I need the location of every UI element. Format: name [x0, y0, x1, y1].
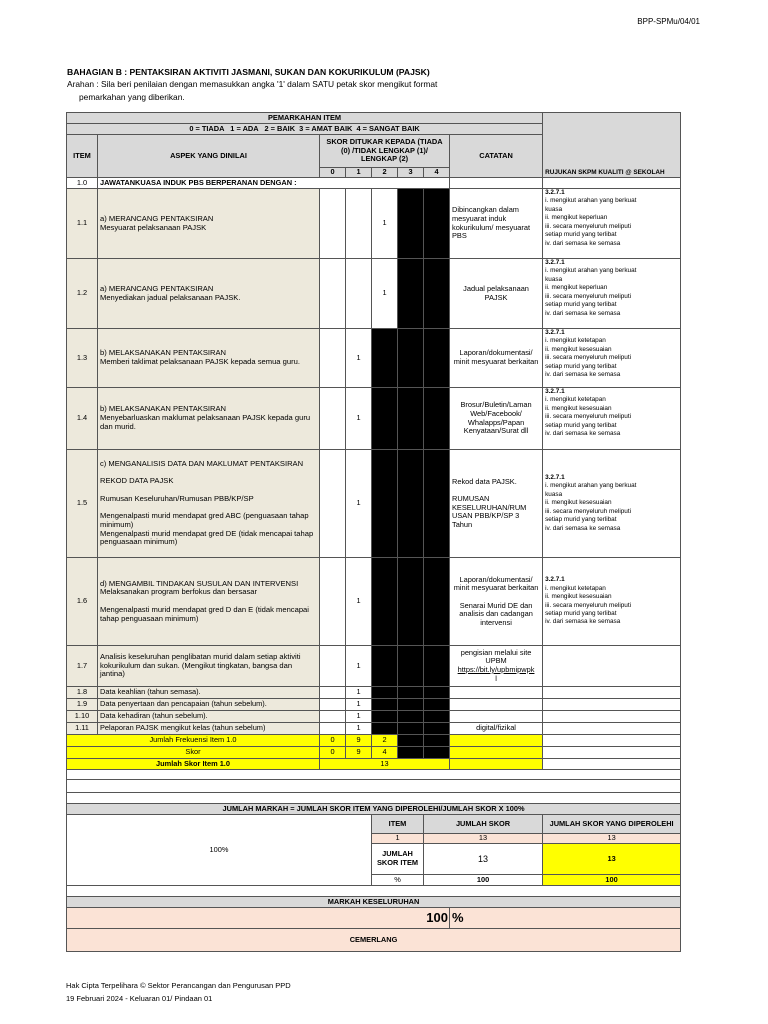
score-cell-2[interactable]: 1 [372, 259, 398, 329]
aspect-line: a) MERANCANG PENTAKSIRAN [100, 213, 214, 223]
catatan-line: Senarai Murid DE dan analisis dan cadangan intervensi [459, 600, 533, 627]
score-cell-1[interactable]: 1 [346, 388, 372, 450]
item-aspect [98, 558, 320, 646]
skpm-reference [543, 388, 681, 450]
summary-diperolehi-header: JUMLAH SKOR YANG DIPEROLEHI [543, 815, 681, 834]
jumlah-skor-label: Jumlah Skor Item 1.0 [67, 759, 320, 770]
frekuensi-row-value-0: 0 [320, 735, 346, 747]
catatan-line: RUMUSAN KESELURUHAN/RUM USAN PBB/KP/SP 3 Tahun [452, 493, 527, 529]
reference-line: setiap murid yang terlibat [545, 516, 617, 524]
aspect-line: c) MENGANALISIS DATA DAN MAKLUMAT PENTAKSIRAN [100, 458, 304, 468]
reference-line: iv. dari semasa ke semasa [545, 524, 621, 532]
item-catatan [450, 388, 543, 450]
item-catatan [450, 687, 543, 699]
frekuensi-row-value-1: 9 [346, 735, 372, 747]
reference-line: i. mengikut arahan yang berkuat [545, 267, 637, 275]
catatan-header: CATATAN [450, 135, 543, 178]
skor-row-value-2: 4 [372, 747, 398, 759]
score-cell-2[interactable]: 1 [372, 189, 398, 259]
item-row [67, 558, 681, 646]
rujukan-header: RUJUKAN SKPM KUALITI @ SEKOLAH [543, 113, 681, 178]
pemarkahan-item-header: PEMARKAHAN ITEM [67, 113, 543, 124]
reference-line: iv. dari semasa ke semasa [545, 430, 621, 438]
score-cell-1[interactable]: 1 [346, 558, 372, 646]
catatan-line: Rekod data PAJSK. [452, 476, 517, 486]
score-cell-0[interactable] [320, 189, 346, 259]
jumlah-skor-item-label: JUMLAH SKOR ITEM [372, 844, 424, 875]
score-cell-0[interactable] [320, 388, 346, 450]
reference-line: 3.2.7.1 [545, 576, 565, 584]
score-cell-1[interactable] [346, 189, 372, 259]
item-aspect [98, 450, 320, 558]
section-number: 1.0 [67, 178, 98, 189]
score-cell-0[interactable] [320, 723, 346, 735]
blank-row [67, 780, 681, 793]
frekuensi-row-value-2: 2 [372, 735, 398, 747]
section-title: BAHAGIAN B : PENTAKSIRAN AKTIVITI JASMANI, SUKAN DAN KOKURIKULUM (PAJSK) [67, 67, 430, 77]
frekuensi-row-value-3 [398, 735, 424, 747]
item-row [67, 723, 681, 735]
reference-line: kuasa [545, 490, 563, 498]
skpm-reference [543, 687, 681, 699]
catatan-line: Laporan/dokumentasi/ minit mesyuarat berkaitan [453, 574, 539, 593]
reference-line: i. mengikut ketetapan [545, 584, 606, 592]
aspect-line: b) MELAKSANAKAN PENTAKSIRAN [100, 404, 227, 414]
score-cell-4[interactable] [424, 723, 450, 735]
score-cell-1[interactable]: 1 [346, 450, 372, 558]
score-cell-4[interactable] [424, 259, 450, 329]
score-cell-3[interactable] [398, 329, 424, 388]
section-heading: JAWATANKUASA INDUK PBS BERPERANAN DENGAN : [98, 178, 450, 189]
skpm-reference [543, 450, 681, 558]
aspect-line: Menyediakan jadual pelaksanaan PAJSK. [100, 292, 241, 302]
item-number: 1.6 [67, 558, 98, 646]
aspect-line: Mengenalpasti murid mendapat gred DE (tidak mencapai tahap penguasaan minimum) [100, 528, 314, 547]
frekuensi-row [67, 735, 681, 747]
score-cell-4[interactable] [424, 388, 450, 450]
reference-line: ii. mengikut kesesuaian [545, 345, 612, 353]
score-col-0: 0 [320, 168, 346, 178]
score-col-3: 3 [398, 168, 424, 178]
reference-line: iii. secara menyeluruh meliputi [545, 222, 632, 230]
grade-label: CEMERLANG [67, 929, 681, 952]
total-reference [543, 735, 681, 747]
item-number: 1.10 [67, 711, 98, 723]
score-cell-4[interactable] [424, 329, 450, 388]
aspect-line: Memberi taklimat pelaksanaan PAJSK kepada semua guru. [100, 357, 300, 366]
blank-cell [67, 886, 681, 897]
reference-line: iii. secara menyeluruh meliputi [545, 507, 632, 515]
reference-line: setiap murid yang terlibat [545, 301, 617, 309]
skpm-reference [543, 189, 681, 259]
score-col-2: 2 [372, 168, 398, 178]
instruction-line-2: pemarkahan yang diberikan. [79, 92, 185, 102]
reference-line: iii. secara menyeluruh meliputi [545, 354, 632, 362]
aspect-line: Mengenalpasti murid mendapat gred D dan E (tidak mencapai tahap penguasaan minimum) [100, 604, 309, 623]
score-cell-0[interactable] [320, 558, 346, 646]
summary-item-jumlah: 13 [424, 834, 543, 844]
reference-line: setiap murid yang terlibat [545, 421, 617, 429]
aspect-line: b) MELAKSANAKAN PENTAKSIRAN [100, 348, 227, 358]
blank-cell [67, 793, 681, 804]
pct-sign: % [372, 875, 424, 886]
aspect-line: Melaksanakan program berfokus dan bersasar [100, 587, 258, 597]
skpm-reference [543, 646, 681, 687]
item-catatan [450, 711, 543, 723]
item-row [67, 687, 681, 699]
skor-row-label: Skor [67, 747, 320, 759]
score-col-4: 4 [424, 168, 450, 178]
aspect-line: Analisis keseluruhan penglibatan murid dalam setiap aktiviti kokurikulum dan sukan. (Mengikut tingkatan, bangsa dan jantina) [100, 651, 301, 679]
blank-row [67, 793, 681, 804]
reference-line: iv. dari semasa ke semasa [545, 618, 621, 626]
reference-line: iii. secara menyeluruh meliputi [545, 601, 632, 609]
item-aspect [98, 388, 320, 450]
item-catatan [450, 699, 543, 711]
score-cell-1[interactable]: 1 [346, 646, 372, 687]
catatan-text: Brosur/Buletin/Laman Web/Facebook/ Whalapps/Papan Kenyataan/Surat dll [460, 400, 532, 436]
score-cell-2[interactable] [372, 723, 398, 735]
item-catatan [450, 259, 543, 329]
item-catatan: digital/fizikal [450, 723, 543, 735]
reference-line: iv. dari semasa ke semasa [545, 371, 621, 379]
score-cell-1[interactable]: 1 [346, 711, 372, 723]
score-cell-2[interactable] [372, 687, 398, 699]
item-number: 1.5 [67, 450, 98, 558]
summary-item-no: 1 [372, 834, 424, 844]
total-reference [543, 747, 681, 759]
reference-line: 3.2.7.1 [545, 329, 565, 336]
score-cell-0[interactable] [320, 711, 346, 723]
item-aspect [98, 189, 320, 259]
markah-sign: % [450, 908, 681, 929]
score-cell-3[interactable] [398, 558, 424, 646]
score-cell-4[interactable] [424, 646, 450, 687]
item-aspect: Data penyertaan dan pencapaian (tahun sebelum). [98, 699, 320, 711]
reference-line: ii. mengikut kesesuaian [545, 593, 612, 601]
aspect-line: d) MENGAMBIL TINDAKAN SUSULAN DAN INTERVENSI [100, 578, 299, 588]
score-cell-0[interactable] [320, 699, 346, 711]
score-cell-2[interactable] [372, 450, 398, 558]
skpm-reference [543, 558, 681, 646]
score-cell-2[interactable] [372, 329, 398, 388]
item-catatan [450, 189, 543, 259]
item-aspect [98, 329, 320, 388]
total-catatan [450, 735, 543, 747]
jumlah-skor-row [67, 759, 681, 770]
summary-item-header: ITEM [372, 815, 424, 834]
score-cell-1[interactable]: 1 [346, 699, 372, 711]
aspect-line: Mengenalpasti murid mendapat gred ABC (penguasaan tahap minimum) [100, 511, 309, 529]
reference-line: setiap murid yang terlibat [545, 609, 617, 617]
catatan-text: pengisian melalui site UPBM [460, 647, 532, 666]
score-cell-2[interactable] [372, 558, 398, 646]
item-number: 1.7 [67, 646, 98, 687]
score-col-1: 1 [346, 168, 372, 178]
score-cell-2[interactable] [372, 711, 398, 723]
pct-diperolehi: 100 [543, 875, 681, 886]
blank-row [67, 770, 681, 780]
score-cell-0[interactable] [320, 329, 346, 388]
score-cell-3[interactable] [398, 388, 424, 450]
score-cell-0[interactable] [320, 259, 346, 329]
upbm-link[interactable]: https://bit.ly/upbmipwpk [457, 665, 535, 674]
skpm-reference [543, 259, 681, 329]
score-cell-3[interactable] [398, 699, 424, 711]
blank-cell [67, 780, 681, 793]
total-catatan [450, 747, 543, 759]
formula-header: JUMLAH MARKAH = JUMLAH SKOR ITEM YANG DIPEROLEHI/JUMLAH SKOR X 100% [67, 804, 681, 815]
markah-keseluruhan-label: MARKAH KESELURUHAN [67, 897, 681, 908]
item-number: 1.3 [67, 329, 98, 388]
score-cell-4[interactable] [424, 558, 450, 646]
reference-line: 3.2.7.1 [545, 388, 565, 395]
score-cell-2[interactable] [372, 646, 398, 687]
score-cell-2[interactable] [372, 699, 398, 711]
item-row [67, 699, 681, 711]
footer-date: 19 Februari 2024 - Keluaran 01/ Pindaan 01 [66, 994, 213, 1003]
score-cell-1[interactable] [346, 259, 372, 329]
reference-line: ii. mengikut keperluan [545, 214, 608, 222]
skor-row-value-0: 0 [320, 747, 346, 759]
item-number: 1.8 [67, 687, 98, 699]
score-cell-1[interactable]: 1 [346, 723, 372, 735]
reference-line: i. mengikut ketetapan [545, 337, 606, 345]
score-cell-2[interactable] [372, 388, 398, 450]
item-aspect [98, 259, 320, 329]
score-cell-1[interactable]: 1 [346, 687, 372, 699]
frekuensi-row-value-4 [424, 735, 450, 747]
percent-label: 100% [67, 815, 372, 886]
reference-line: ii. mengikut kesesuaian [545, 499, 612, 507]
blank-cell [67, 770, 681, 780]
reference-line: kuasa [545, 205, 563, 213]
reference-line: 3.2.7.1 [545, 259, 565, 266]
assessment-table [66, 112, 681, 952]
aspect-line: REKOD DATA PAJSK [100, 476, 174, 486]
item-row [67, 329, 681, 388]
skor-header: SKOR DITUKAR KEPADA (TIADA (0) /TIDAK LENGKAP (1)/ LENGKAP (2) [320, 135, 450, 168]
instruction-line-1: Arahan : Sila beri penilaian dengan memasukkan angka '1' dalam SATU petak skor mengikut format [67, 79, 438, 89]
score-cell-4[interactable] [424, 699, 450, 711]
skor-row [67, 747, 681, 759]
jumlah-skor-item-value: 13 [424, 844, 543, 875]
pct-total: 100 [424, 875, 543, 886]
aspect-line: Rumusan Keseluruhan/Rumusan PBB/KP/SP [100, 493, 254, 503]
score-cell-0[interactable] [320, 450, 346, 558]
skpm-reference [543, 711, 681, 723]
aspect-line: Menyebarluaskan maklumat pelaksanaan PAJSK kepada guru dan murid. [100, 413, 311, 431]
item-catatan [450, 558, 543, 646]
item-aspect: Data keahlian (tahun semasa). [98, 687, 320, 699]
score-scale: 0 = TIADA 1 = ADA 2 = BAIK 3 = AMAT BAIK 4 = SANGAT BAIK [67, 124, 543, 135]
item-row [67, 711, 681, 723]
item-row [67, 646, 681, 687]
skpm-reference [543, 329, 681, 388]
score-cell-4[interactable] [424, 450, 450, 558]
reference-line: 3.2.7.1 [545, 473, 565, 481]
score-cell-4[interactable] [424, 687, 450, 699]
item-row [67, 189, 681, 259]
reference-line: i. mengikut arahan yang berkuat [545, 197, 637, 205]
score-cell-3[interactable] [398, 687, 424, 699]
reference-line: iv. dari semasa ke semasa [545, 309, 621, 317]
catatan-text: Dibincangkan dalam mesyuarat induk kokurikulum/ mesyuarat PBS [452, 205, 531, 241]
score-cell-0[interactable] [320, 646, 346, 687]
item-aspect: Data kehadiran (tahun sebelum). [98, 711, 320, 723]
item-number: 1.9 [67, 699, 98, 711]
item-catatan [450, 646, 543, 687]
item-catatan [450, 329, 543, 388]
skor-row-value-1: 9 [346, 747, 372, 759]
summary-jumlah-skor-header: JUMLAH SKOR [424, 815, 543, 834]
skpm-reference [543, 699, 681, 711]
item-number: 1.1 [67, 189, 98, 259]
item-catatan [450, 450, 543, 558]
catatan-text: Laporan/dokumentasi/ minit mesyuarat berkaitan [453, 348, 539, 366]
markah-value: 100 [67, 908, 450, 929]
score-cell-4[interactable] [424, 711, 450, 723]
item-number: 1.4 [67, 388, 98, 450]
score-cell-4[interactable] [424, 189, 450, 259]
reference-line: iii. secara menyeluruh meliputi [545, 292, 632, 300]
reference-line: 3.2.7.1 [545, 189, 565, 196]
frekuensi-row-label: Jumlah Frekuensi Item 1.0 [67, 735, 320, 747]
item-number: 1.11 [67, 723, 98, 735]
reference-line: i. mengikut ketetapan [545, 396, 606, 404]
skor-row-value-4 [424, 747, 450, 759]
reference-line: ii. mengikut keperluan [545, 284, 608, 292]
score-cell-3[interactable] [398, 723, 424, 735]
skpm-reference [543, 723, 681, 735]
aspek-header: ASPEK YANG DINILAI [98, 135, 320, 178]
reference-line: setiap murid yang terlibat [545, 231, 617, 239]
item-number: 1.2 [67, 259, 98, 329]
aspect-line: a) MERANCANG PENTAKSIRAN [100, 283, 214, 293]
reference-line: iv. dari semasa ke semasa [545, 239, 621, 247]
score-cell-0[interactable] [320, 687, 346, 699]
item-aspect: Pelaporan PAJSK mengikut kelas (tahun sebelum) [98, 723, 320, 735]
score-cell-3[interactable] [398, 646, 424, 687]
item-row [67, 450, 681, 558]
link-tail: l [495, 673, 497, 683]
reference-line: kuasa [545, 275, 563, 283]
item-row [67, 388, 681, 450]
reference-line: i. mengikut arahan yang berkuat [545, 482, 637, 490]
reference-line: setiap murid yang terlibat [545, 362, 617, 370]
jumlah-skor-value: 13 [320, 759, 450, 770]
score-cell-3[interactable] [398, 259, 424, 329]
score-cell-3[interactable] [398, 189, 424, 259]
jumlah-skor-item-diperolehi: 13 [543, 844, 681, 875]
item-row [67, 259, 681, 329]
summary-item-diperolehi: 13 [543, 834, 681, 844]
aspect-line: Mesyuarat pelaksanaan PAJSK [100, 222, 207, 232]
reference-line: ii. mengikut kesesuaian [545, 404, 612, 412]
catatan-text: Jadual pelaksanaan PAJSK [463, 283, 529, 302]
item-aspect [98, 646, 320, 687]
skor-row-value-3 [398, 747, 424, 759]
score-cell-3[interactable] [398, 450, 424, 558]
footer-copyright: Hak Cipta Terpelihara © Sektor Perancangan dan Pengurusan PPD [66, 981, 291, 990]
score-cell-3[interactable] [398, 711, 424, 723]
jumlah-skor-reference [543, 759, 681, 770]
item-header: ITEM [67, 135, 98, 178]
score-cell-1[interactable]: 1 [346, 329, 372, 388]
jumlah-skor-catatan [450, 759, 543, 770]
document-code: BPP-SPMu/04/01 [637, 17, 700, 26]
reference-line: iii. secara menyeluruh meliputi [545, 413, 632, 421]
